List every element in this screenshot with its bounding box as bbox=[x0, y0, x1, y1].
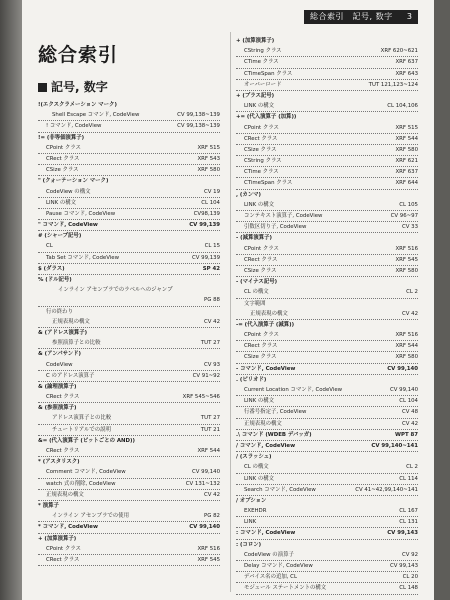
index-entry bbox=[236, 309, 418, 320]
index-entry bbox=[38, 338, 220, 349]
page-reference: PG 88 bbox=[202, 295, 220, 305]
index-term: CSize クラス bbox=[244, 146, 277, 153]
index-entry bbox=[38, 231, 220, 241]
index-entry bbox=[38, 165, 220, 176]
index-term: 文字範囲 bbox=[244, 300, 266, 307]
index-term: CSize クラス bbox=[244, 267, 277, 274]
index-term: CL bbox=[46, 243, 53, 250]
page-reference: CV 99,139 bbox=[187, 220, 220, 230]
index-term: CL の構文 bbox=[244, 289, 269, 296]
index-term: 参照演算子との比較 bbox=[52, 340, 101, 347]
index-term: Pause コマンド, CodeView bbox=[46, 210, 116, 217]
page-reference: TUT 121,123~124 bbox=[367, 80, 418, 90]
index-term: != (非等価演算子) bbox=[38, 134, 85, 141]
index-entry bbox=[38, 143, 220, 154]
page-reference: XRF 545~546 bbox=[181, 392, 220, 402]
index-entry bbox=[38, 264, 220, 275]
page-reference: WPT 87 bbox=[393, 430, 418, 440]
page-reference: CV 41~42,99,140~141 bbox=[353, 485, 418, 495]
index-entry bbox=[38, 220, 220, 231]
index-term: CRect クラス bbox=[46, 155, 80, 162]
page-edge bbox=[434, 0, 450, 600]
page-reference: CV 42 bbox=[202, 317, 220, 327]
page-reference: CL 148 bbox=[397, 583, 418, 593]
index-term: CodeView bbox=[46, 361, 73, 368]
index-entry bbox=[236, 320, 418, 330]
index-term: CTime クラス bbox=[244, 169, 279, 176]
index-entry bbox=[236, 200, 418, 211]
page-reference: XRF 515 bbox=[393, 123, 418, 133]
index-entry bbox=[236, 496, 418, 506]
index-entry bbox=[236, 123, 418, 134]
index-entry bbox=[236, 46, 418, 57]
index-term: CRect クラス bbox=[46, 394, 80, 401]
index-entry bbox=[38, 209, 220, 220]
page-title: 総合索引 bbox=[38, 44, 119, 66]
index-entry bbox=[236, 528, 418, 539]
index-term: LINK bbox=[244, 519, 257, 526]
index-entry bbox=[38, 307, 220, 317]
index-entry bbox=[236, 441, 418, 452]
index-entry bbox=[38, 403, 220, 413]
page-reference: CV 99,139 bbox=[190, 253, 220, 263]
page-reference: CV98,139 bbox=[192, 209, 220, 219]
index-page bbox=[22, 0, 434, 600]
index-entry bbox=[236, 156, 418, 167]
book-gutter bbox=[0, 0, 22, 600]
index-term: アドレス演算子との比較 bbox=[52, 415, 112, 422]
index-entry bbox=[236, 134, 418, 145]
index-term: CSize クラス bbox=[46, 167, 79, 174]
index-term: & (アンパサンド) bbox=[38, 351, 81, 358]
index-term: CString クラス bbox=[244, 48, 282, 55]
index-term: . (ピリオド) bbox=[236, 376, 267, 383]
index-entry bbox=[236, 255, 418, 266]
page-reference: CL 105 bbox=[397, 200, 418, 210]
index-entry bbox=[236, 330, 418, 341]
index-term: CSize クラス bbox=[244, 354, 277, 361]
index-term: CodeView の演算子 bbox=[244, 551, 294, 558]
page-reference: CL 167 bbox=[397, 506, 418, 516]
page-reference: CV 99,143 bbox=[388, 561, 418, 571]
index-entry bbox=[236, 430, 418, 441]
index-entry bbox=[236, 167, 418, 178]
page-reference: PG 82 bbox=[202, 511, 220, 521]
page-reference: CL 2 bbox=[404, 287, 418, 297]
index-term: CL の構文 bbox=[244, 464, 269, 471]
index-entry bbox=[38, 544, 220, 555]
page-reference: CL 104 bbox=[397, 396, 418, 406]
page-reference: CL 104 bbox=[199, 198, 220, 208]
index-term: LINK の構文 bbox=[46, 199, 77, 206]
page-reference: CV 99,140 bbox=[190, 467, 220, 477]
index-entry bbox=[236, 485, 418, 496]
index-term: CTimeSpan クラス bbox=[244, 70, 293, 77]
index-entry bbox=[38, 392, 220, 403]
index-term: !(エクスクラメーション マーク) bbox=[38, 102, 117, 108]
index-entry bbox=[38, 241, 220, 252]
index-term: 正規表現の構文 bbox=[46, 491, 84, 498]
index-term: EXEHDR bbox=[244, 508, 267, 515]
index-term: 引数区切り子, CodeView bbox=[244, 224, 307, 231]
index-term: & (参照演算子) bbox=[38, 405, 77, 412]
index-entry bbox=[38, 121, 220, 132]
index-entry bbox=[38, 154, 220, 165]
index-entry bbox=[236, 419, 418, 430]
index-entry bbox=[236, 452, 418, 462]
index-entry bbox=[236, 385, 418, 396]
index-entry bbox=[236, 364, 418, 375]
index-term: インライン アセンブラでの使用 bbox=[52, 513, 129, 520]
page-reference: XRF 516 bbox=[195, 544, 220, 554]
index-entry bbox=[236, 352, 418, 363]
page-reference: XRF 543 bbox=[195, 154, 220, 164]
page-reference: XRF 544 bbox=[393, 341, 418, 351]
index-entry bbox=[236, 474, 418, 485]
index-entry bbox=[236, 341, 418, 352]
index-term: チュートリアルでの説明 bbox=[52, 426, 111, 433]
column-divider bbox=[230, 32, 231, 592]
index-entry bbox=[38, 467, 220, 478]
index-term: インライン アセンブラでのラベルへのジャンプ bbox=[58, 287, 173, 294]
page-reference: CV 96~97 bbox=[389, 211, 418, 221]
page-reference: XRF 643 bbox=[393, 69, 418, 79]
page-reference: CV 99,138~139 bbox=[175, 110, 220, 120]
index-term: LINK の構文 bbox=[244, 398, 275, 405]
index-entry bbox=[38, 382, 220, 392]
page-reference: XRF 544 bbox=[393, 134, 418, 144]
index-term: & (アドレス演算子) bbox=[38, 329, 88, 336]
page-reference: TUT 27 bbox=[199, 413, 220, 423]
page-reference: XRF 580 bbox=[393, 145, 418, 155]
index-entry bbox=[38, 133, 220, 143]
index-term: Comment コマンド, CodeView bbox=[46, 469, 126, 476]
index-entry bbox=[236, 112, 418, 122]
page-reference: XRF 580 bbox=[393, 352, 418, 362]
index-term: Search コマンド, CodeView bbox=[244, 486, 316, 493]
page-reference: CV 99,140 bbox=[187, 522, 220, 532]
index-entry bbox=[38, 176, 220, 186]
index-entry bbox=[38, 436, 220, 446]
index-entry bbox=[236, 583, 418, 594]
index-entry bbox=[38, 413, 220, 424]
page-reference: CL 15 bbox=[203, 241, 220, 251]
index-term: デバイス名の追加, CL bbox=[244, 574, 297, 581]
index-term: # (シャープ記号) bbox=[38, 233, 82, 240]
index-entry bbox=[236, 299, 418, 309]
index-term: CPoint クラス bbox=[46, 545, 81, 552]
index-term: -= (代入演算子 (減算)) bbox=[236, 321, 295, 328]
index-entry bbox=[38, 253, 220, 264]
index-term: / オプション bbox=[236, 497, 267, 504]
index-column-left bbox=[38, 100, 220, 566]
index-term: * 演算子 bbox=[38, 502, 59, 509]
index-term: : (コロン) bbox=[236, 541, 262, 548]
index-term: CRect クラス bbox=[46, 556, 80, 563]
page-reference: XRF 637 bbox=[393, 167, 418, 177]
page-reference: XRF 580 bbox=[195, 165, 220, 175]
index-term: CodeView の構文 bbox=[46, 188, 91, 195]
index-entry bbox=[236, 80, 418, 91]
index-term: CRect クラス bbox=[244, 256, 278, 263]
index-term: CPoint クラス bbox=[244, 124, 279, 131]
index-entry bbox=[38, 522, 220, 533]
index-term: CTimeSpan クラス bbox=[244, 180, 293, 187]
page-reference: CL 131 bbox=[397, 517, 418, 527]
index-entry bbox=[236, 550, 418, 561]
page-reference: CV 48 bbox=[400, 407, 418, 417]
index-term: - (減算演算子) bbox=[236, 235, 272, 242]
index-term: CPoint クラス bbox=[244, 332, 279, 339]
index-entry bbox=[38, 511, 220, 522]
index-entry bbox=[38, 425, 220, 436]
square-bullet-icon bbox=[38, 83, 47, 92]
index-entry bbox=[236, 190, 418, 200]
page-reference: CV 93 bbox=[202, 360, 220, 370]
index-term: & (論理演算子) bbox=[38, 383, 77, 390]
page-reference: CV 19 bbox=[202, 187, 220, 197]
index-entry bbox=[236, 211, 418, 222]
index-term: LINK の構文 bbox=[244, 103, 275, 110]
page-reference: CV 131~132 bbox=[184, 479, 220, 489]
header-section: 総合索引 記号, 数字 bbox=[310, 12, 393, 21]
index-entry bbox=[236, 561, 418, 572]
page-reference: CV 42 bbox=[400, 419, 418, 429]
index-term: + (加算演算子) bbox=[236, 38, 275, 44]
index-entry bbox=[38, 275, 220, 285]
index-term: * コマンド, CodeView bbox=[38, 524, 98, 531]
index-term: 行の終わり bbox=[46, 308, 73, 315]
index-term: Shell Escape コマンド, CodeView bbox=[52, 112, 140, 119]
page-reference: CV 92 bbox=[400, 550, 418, 560]
page-reference: XRF 621 bbox=[393, 156, 418, 166]
page-reference: XRF 580 bbox=[393, 266, 418, 276]
index-entry bbox=[236, 375, 418, 385]
index-term: C のアドレス演算子 bbox=[46, 372, 95, 379]
page-reference: CL 20 bbox=[401, 572, 418, 582]
index-term: オーバーロード bbox=[244, 81, 282, 88]
index-term: " (クォーテーション マーク) bbox=[38, 178, 109, 185]
page-reference: TUT 21 bbox=[199, 425, 220, 435]
page-reference: XRF 515 bbox=[195, 143, 220, 153]
index-term: watch 式の削除, CodeView bbox=[46, 480, 116, 487]
index-entry bbox=[236, 407, 418, 418]
page-reference: XRF 620~621 bbox=[379, 46, 418, 56]
page-reference: CV 33 bbox=[400, 222, 418, 232]
index-term: 行番号指定子, CodeView bbox=[244, 409, 307, 416]
page-reference: XRF 516 bbox=[393, 244, 418, 254]
index-entry bbox=[38, 285, 220, 295]
index-term: + (加算演算子) bbox=[38, 535, 77, 542]
page-reference: CV 99,143 bbox=[385, 528, 418, 538]
page-reference: CV 99,140~141 bbox=[369, 441, 418, 451]
index-term: CPoint クラス bbox=[46, 144, 81, 151]
index-term: += (代入演算子 (加算)) bbox=[236, 114, 297, 121]
running-header bbox=[304, 10, 418, 24]
index-entry bbox=[236, 178, 418, 189]
index-entry bbox=[236, 572, 418, 583]
index-entry bbox=[38, 317, 220, 328]
index-entry bbox=[236, 287, 418, 298]
index-entry bbox=[38, 457, 220, 467]
index-term: CTime クラス bbox=[244, 59, 279, 66]
page-reference: SP 42 bbox=[201, 264, 220, 274]
index-term: - (マイナス記号) bbox=[236, 279, 278, 286]
index-term: " コマンド, CodeView bbox=[38, 222, 98, 229]
index-term: ! コマンド, CodeView bbox=[46, 123, 102, 130]
index-entry bbox=[236, 91, 418, 101]
index-term: 正規表現の構文 bbox=[52, 318, 90, 325]
index-term: , (カンマ) bbox=[236, 191, 262, 198]
page-reference: CL 114 bbox=[397, 474, 418, 484]
page-reference: CV 42 bbox=[202, 490, 220, 500]
index-entry bbox=[38, 555, 220, 566]
index-entry bbox=[236, 506, 418, 517]
index-term: CRect クラス bbox=[244, 343, 278, 350]
index-term: : コマンド, CodeView bbox=[236, 530, 296, 537]
page-reference: XRF 516 bbox=[393, 330, 418, 340]
index-term: CRect クラス bbox=[244, 135, 278, 142]
index-term: $ (ダラス) bbox=[38, 265, 65, 272]
index-entry bbox=[236, 244, 418, 255]
section-heading: 記号, 数字 bbox=[38, 78, 108, 95]
index-entry bbox=[38, 100, 220, 110]
page-reference: TUT 27 bbox=[199, 338, 220, 348]
index-term: / コマンド, CodeView bbox=[236, 442, 296, 449]
index-entry bbox=[38, 479, 220, 490]
index-term: Delay コマンド, CodeView bbox=[244, 563, 313, 569]
index-column-right bbox=[236, 36, 418, 595]
page-reference: CV 99,138~139 bbox=[175, 121, 220, 131]
index-entry bbox=[38, 110, 220, 121]
page-reference: CL 2 bbox=[404, 462, 418, 472]
index-entry bbox=[236, 266, 418, 277]
page-reference: XRF 544 bbox=[195, 446, 220, 456]
index-term: Tab Set コマンド, CodeView bbox=[46, 254, 119, 261]
index-entry bbox=[38, 360, 220, 371]
index-term: + (プラス記号) bbox=[236, 92, 275, 99]
index-entry bbox=[38, 490, 220, 501]
page-reference: CL 104,106 bbox=[385, 101, 418, 111]
index-entry bbox=[38, 446, 220, 457]
index-term: / (スラッシュ) bbox=[236, 454, 272, 461]
page-reference: CV 91~92 bbox=[191, 371, 220, 381]
index-entry bbox=[236, 540, 418, 550]
index-term: LINK の構文 bbox=[244, 475, 275, 482]
index-entry bbox=[236, 36, 418, 46]
index-term: 正規表現の構文 bbox=[250, 310, 288, 317]
page-reference: CV 99,140 bbox=[385, 364, 418, 374]
index-entry bbox=[236, 277, 418, 287]
page-reference: XRF 637 bbox=[393, 57, 418, 67]
page-reference: CV 99,140 bbox=[388, 385, 418, 395]
index-entry bbox=[236, 222, 418, 233]
page-reference: XRF 644 bbox=[393, 178, 418, 188]
index-entry bbox=[236, 517, 418, 528]
page-reference: XRF 545 bbox=[393, 255, 418, 265]
index-entry bbox=[38, 534, 220, 544]
index-entry bbox=[236, 145, 418, 156]
index-term: % (ドル記号) bbox=[38, 277, 72, 283]
index-entry bbox=[38, 349, 220, 359]
index-entry bbox=[236, 233, 418, 243]
index-entry bbox=[236, 57, 418, 68]
index-entry bbox=[236, 101, 418, 112]
index-entry bbox=[38, 187, 220, 198]
page-reference: CV 42 bbox=[400, 309, 418, 319]
index-term: CRect クラス bbox=[46, 448, 80, 454]
index-term: 正規表現の構文 bbox=[244, 420, 282, 427]
index-term: .\ コマンド (WDEB デバッガ) bbox=[236, 431, 312, 438]
index-entry bbox=[38, 295, 220, 306]
index-term: CPoint クラス bbox=[244, 245, 279, 252]
index-term: CString クラス bbox=[244, 158, 282, 165]
index-term: &= (代入演算子 (ビットごとの AND)) bbox=[38, 437, 135, 444]
index-entry bbox=[38, 501, 220, 511]
index-entry bbox=[236, 69, 418, 80]
index-term: LINK の構文 bbox=[244, 201, 275, 208]
index-term: Current Location コマンド, CodeView bbox=[244, 387, 343, 393]
index-term: コンテキスト演算子, CodeView bbox=[244, 213, 323, 219]
index-term: * (アスタリスク) bbox=[38, 459, 80, 466]
index-entry bbox=[38, 371, 220, 382]
index-term: モジュール ステートメントの構文 bbox=[244, 585, 327, 592]
index-entry bbox=[38, 328, 220, 338]
page-number: 3 bbox=[406, 12, 412, 21]
index-entry bbox=[38, 198, 220, 209]
index-term: - コマンド, CodeView bbox=[236, 365, 296, 372]
page-reference: XRF 545 bbox=[195, 555, 220, 565]
index-entry bbox=[236, 462, 418, 473]
index-entry bbox=[236, 396, 418, 407]
